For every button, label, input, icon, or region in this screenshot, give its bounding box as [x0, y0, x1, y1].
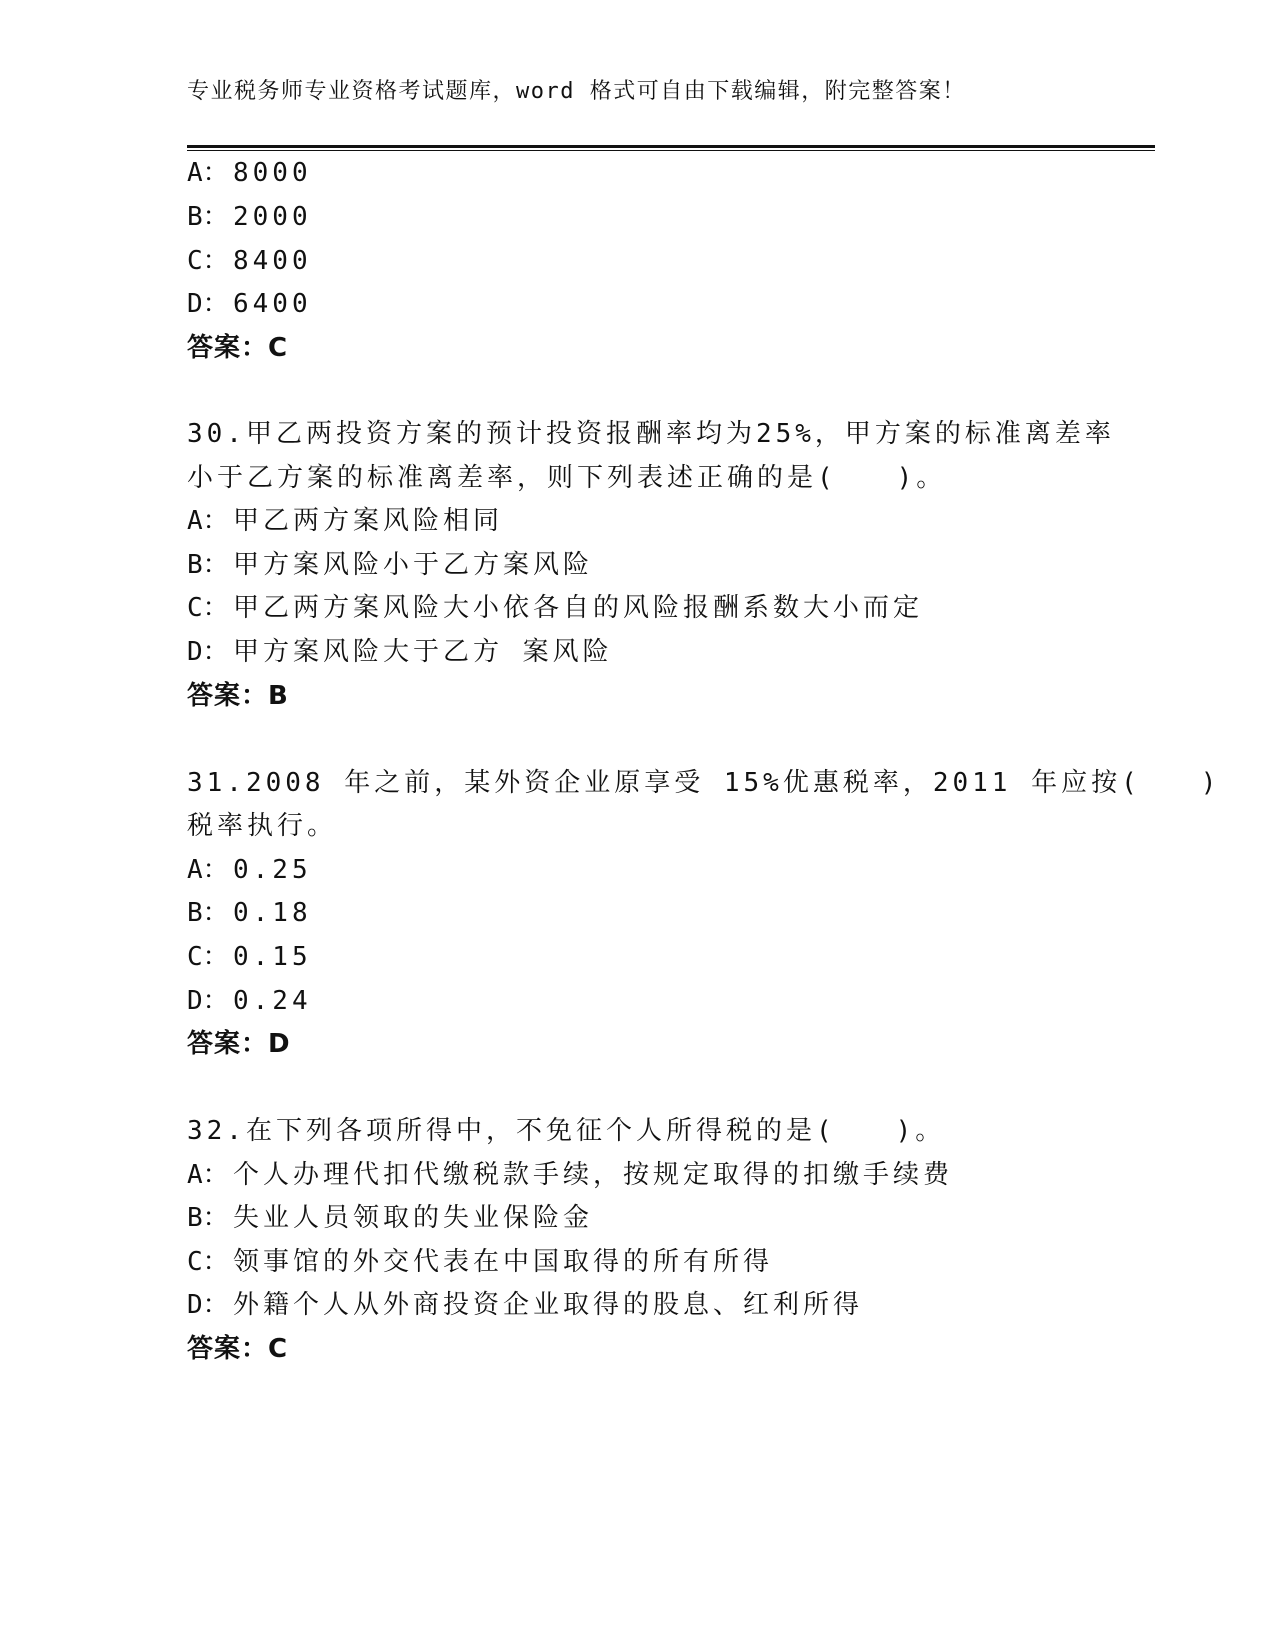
- option-text: 0.18: [233, 898, 312, 928]
- answer-line: 答案：B: [187, 681, 289, 711]
- option-text: 失业人员领取的失业保险金: [233, 1203, 594, 1233]
- option-text: 甲方案风险小于乙方案风险: [233, 550, 594, 580]
- option-label: C：: [187, 593, 229, 623]
- question-stem: 小于乙方案的标准离差率，则下列表述正确的是( )。: [187, 463, 947, 493]
- option-text: 个人办理代扣代缴税款手续，按规定取得的扣缴手续费: [233, 1160, 954, 1190]
- option-text: 6400: [233, 289, 312, 319]
- option-label: D：: [187, 637, 229, 667]
- option-label: B：: [187, 898, 229, 928]
- option-text: 8000: [233, 158, 312, 188]
- option-b: [187, 552, 593, 578]
- option-b: [187, 900, 312, 926]
- option-d: [187, 291, 312, 317]
- option-label: C：: [187, 246, 229, 276]
- option-label: C：: [187, 1247, 229, 1277]
- option-a: [187, 857, 312, 883]
- option-label: A：: [187, 506, 229, 536]
- option-label: A：: [187, 158, 229, 188]
- option-text: 2000: [233, 202, 312, 232]
- question-stem: 32.在下列各项所得中，不免征个人所得税的是( )。: [187, 1116, 946, 1146]
- option-label: D：: [187, 1290, 229, 1320]
- option-a: [187, 1162, 953, 1188]
- option-d: [187, 639, 613, 665]
- option-label: A：: [187, 855, 229, 885]
- option-label: B：: [187, 202, 229, 232]
- option-text: 甲乙两方案风险大小依各自的风险报酬系数大小而定: [233, 593, 924, 623]
- option-c: [187, 1249, 773, 1275]
- question-stem: 31.2008 年之前，某外资企业原享受 15%优惠税率，2011 年应按( ): [187, 768, 1221, 798]
- question-stem: 税率执行。: [187, 811, 338, 841]
- option-text: 甲方案风险大于乙方 案风险: [233, 637, 613, 667]
- option-a: [187, 160, 312, 186]
- option-c: [187, 595, 923, 621]
- option-text: 0.24: [233, 986, 312, 1016]
- option-a: [187, 508, 503, 534]
- option-label: D：: [187, 289, 229, 319]
- option-label: C：: [187, 942, 229, 972]
- answer-line: 答案：C: [187, 333, 289, 363]
- page-header: 专业税务师专业资格考试题库，word 格式可自由下载编辑，附完整答案！: [187, 79, 966, 104]
- answer-line: 答案：D: [187, 1029, 291, 1059]
- option-label: A：: [187, 1160, 229, 1190]
- option-text: 甲乙两方案风险相同: [233, 506, 504, 536]
- answer-line: 答案：C: [187, 1334, 289, 1364]
- option-d: [187, 1292, 863, 1318]
- option-label: B：: [187, 550, 229, 580]
- option-text: 外籍个人从外商投资企业取得的股息、红利所得: [233, 1290, 864, 1320]
- option-text: 0.25: [233, 855, 312, 885]
- option-text: 0.15: [233, 942, 312, 972]
- option-label: D：: [187, 986, 229, 1016]
- option-c: [187, 944, 312, 970]
- option-b: [187, 1205, 593, 1231]
- option-label: B：: [187, 1203, 229, 1233]
- question-stem: 30.甲乙两投资方案的预计投资报酬率均为25%，甲方案的标准离差率: [187, 419, 1115, 449]
- option-text: 8400: [233, 246, 312, 276]
- option-c: [187, 248, 312, 274]
- option-b: [187, 204, 312, 230]
- option-d: [187, 988, 312, 1014]
- header-divider-thin: [187, 150, 1155, 151]
- option-text: 领事馆的外交代表在中国取得的所有所得: [233, 1247, 774, 1277]
- header-divider: [187, 145, 1155, 148]
